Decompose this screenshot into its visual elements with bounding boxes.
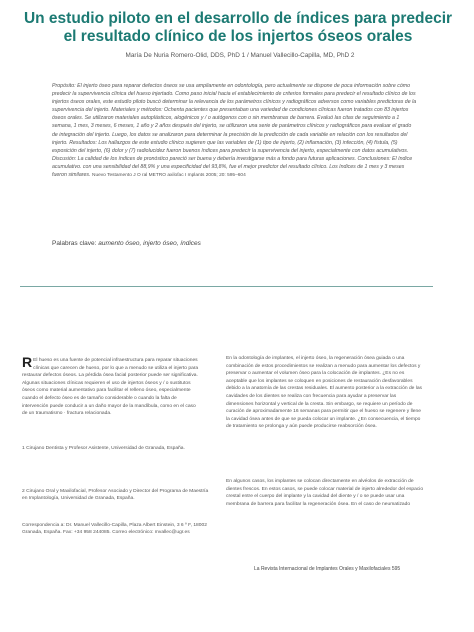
abstract-text: Propósito: El injerto óseo para reparar defectos óseos se usa ampliamente en odontología, pero actualmente se dispone de poca información sobre cómo predecir la supervivencia clínica del hueso injertado. Como paso inicial hacia el establecimiento de criterios formales para predecir el resultado clínico de los injertos óseos orales, este estudio piloto buscó determinar la relevancia de los parámetros clínicos y radiográficos adversos como variables predictoras de la supervivencia del injerto. Materiales y métodos: Ochenta pacientes que presentaban una variedad de condiciones clínicas fueron tratados con 83 injertos óseos orales. Se utilizaron materiales autoplásticos, alogénicos y / o autógenos con o sin membranas de barrera. Evaluó las citas de seguimiento a 1 semana, 1 mes, 3 meses, 6 meses, 1 año y 2 años después del injerto, se utilizaron una serie de parámetros clínicos y radiográficos para evaluar el grado de integración del injerto. Luego, los datos se analizaron para determinar la precisión de la predicción de cada variable en relación con los resultados del injerto. Resultados: Los hallazgos de este estudio clínico sugieren que las variables de (1) tipo de injerto, (2) inflamación, (3) infección, (4) fístula, (5) exposición del injerto, (6) dolor y (7) radiolucidez fueron buenos índices para predecir la supervivencia del injerto, especialmente con datos acumulativos. Discusión: La calidad de los índices de pronóstico pareció ser buena y debería investigarse más a fondo para futuras aplicaciones. Conclusiones: El índice acumulativo. con una sensibilidad del 88,9% y una especificidad del 93,8%, fue el mejor predictor del resultado clínico. Los índices de 1 mes y 3 meses fueron similares. [52,83,417,179]
keywords [52,240,422,247]
intro-paragraph [22,354,202,418]
body-paragraph-2: En algunos casos, los implantes se colocan directamente en alvéolos de extracción de dientes frescos. En estos casos, se puede colocar material de injerto alrededor del espacio crestal entre el cuerpo del implante y la cavidad del diente y / o se puede usar una membrana de barrera para facilitar la regeneración ósea. En el caso de neumatizado [226,479,424,507]
affiliation-2: 2 Cirujano Oral y Maxilofacial, Profesor Asociado y Director del Programa de Maestría en Implantología, Universidad de Granada, España. [22,489,209,501]
drop-cap: R [22,354,33,370]
abstract [52,82,418,180]
body-paragraph-1: En la odontología de implantes, el injerto óseo, la regeneración ósea guiada o una combinación de estos procedimientos se realizan a menudo para aumentar los defectos y preservar o aumentar el volumen óseo para la colocación de implantes. ¿Es no es aceptable que los implantes se coloquen en posiciones de restauración desfavorables debido a la anatomía de las crestas residuales. El aumento posterior a la extracción de las cavidades de los dientes se realiza con frecuencia para ayudar a preservar las dimensiones horizontal y vertical de la cresta. Sin embargo, se requiere un período de curación de aproximadamente 16 semanas para permitir que el hueso se regenere y llene la cavidad ósea antes de que se pueda colocar un implante. ¿En consecuencia, el tiempo de tratamiento se prolonga y aún puede producirse reabsorción ósea. [226,356,423,430]
section-divider [20,286,433,287]
correspondence: Correspondencia a: Dr. Manuel Vallecillo-Capilla, Plaza Albert Einstein, 3 6 º F, 18002 Granada, España. Fax: +34 958 244085. Correo electrónico: mvallec@ugr.es [22,523,207,535]
keywords-label: Palabras clave: [52,240,97,247]
author-line: María De Nuria Romero-Olid, DDS, PhD 1 / Manuel Vallecillo-Capilla, MD, PhD 2 [125,52,355,59]
affiliation-1: 1 Cirujano Dentista y Profesor Asistente, Universidad de Granada, España. [22,446,185,451]
citation: Nuevo Testamento J O ral METRO axilofac I mplants 2005; 20: 595–604 [91,173,246,179]
article-title: Un estudio piloto en el desarrollo de índices para predecir el resultado clínico de los injertos óseos orales [23,10,453,45]
page-footer: La Revista Internacional de Implantes Orales y Maxilofaciales 595 [254,566,401,572]
keywords-values: aumento óseo, injerto óseo, índices [98,240,201,247]
intro-text: El hueso es una fuente de potencial infraestructura para reparar situaciones clínicas que carecen de hueso, por lo que a menudo se utiliza el injerto para restaurar defectos óseos. La pérdida ósea facial posterior puede ser significativa. Algunas situaciones clínicas requieren el uso de injertos óseos y / o sustitutos óseos como material aumentativo para facilitar el relleno óseo, especialmente cuando el defecto óseo es de tamaño considerable o cuando la falta de intervención puede conducir a un daño mayor de la mandíbula, como en el caso de un traumatismo · fractura relacionada. [22,358,199,417]
